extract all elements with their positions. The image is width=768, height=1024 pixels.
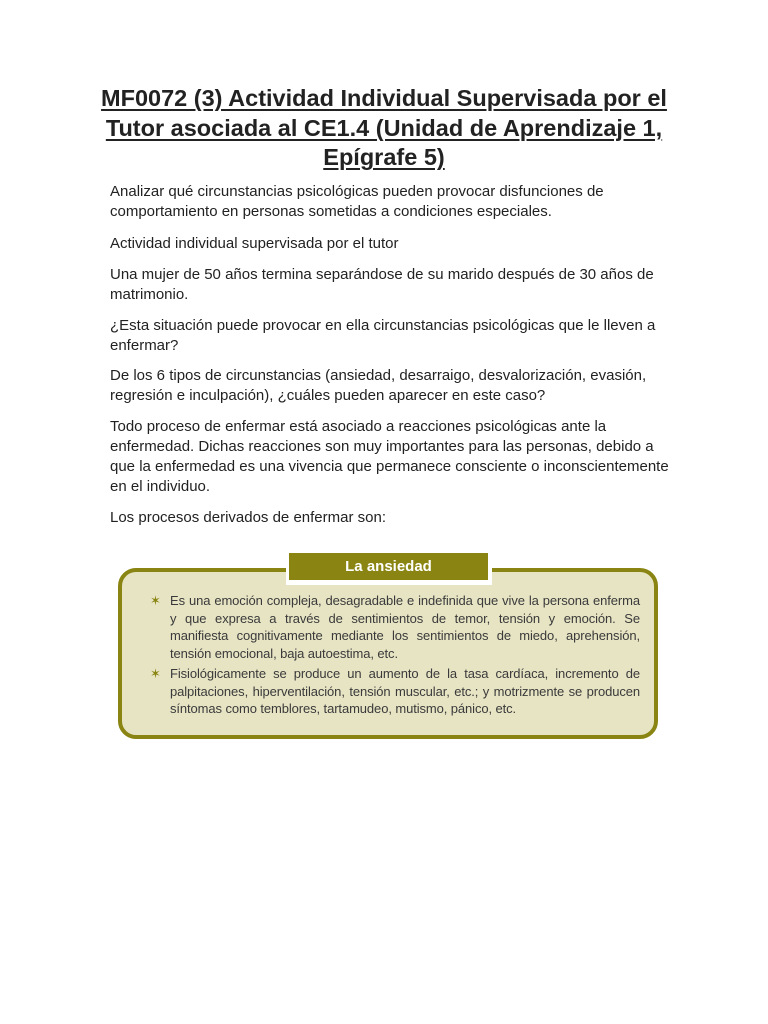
paragraph-question-2: De los 6 tipos de circunstancias (ansiedad, desarraigo, desvalorización, evasión, regresión e inculpación), ¿cuáles pueden aparecer en este caso? — [110, 367, 647, 404]
paragraph-objective: Analizar qué circunstancias psicológicas pueden provocar disfunciones de comportamiento en personas sometidas a condiciones especiales. — [110, 183, 604, 220]
info-box-panel — [118, 568, 658, 739]
bullet-text: Fisiológicamente se produce un aumento de la tasa cardíaca, incremento de palpitaciones, hiperventilación, tensión muscular, etc.; y motrizmente se producen síntomas como temblores, tartamudeo, mutismo, pánico, etc. — [170, 666, 640, 716]
paragraph-explanation: Todo proceso de enfermar está asociado a reacciones psicológicas ante la enfermedad. Dichas reacciones son muy importantes para las personas, debido a que la enfermedad es una vivencia que permanece consciente o inconscientemente en el individuo. — [110, 418, 669, 495]
anxiety-info-box — [116, 551, 656, 738]
paragraph-processes-intro: Los procesos derivados de enfermar son: — [110, 509, 386, 526]
paragraph-question-1: ¿Esta situación puede provocar en ella circunstancias psicológicas que le lleven a enfermar? — [110, 317, 656, 354]
paragraph-case: Una mujer de 50 años termina separándose de su marido después de 30 años de matrimonio. — [110, 266, 654, 303]
star-bullet-icon: ✶ — [150, 593, 161, 608]
star-bullet-icon: ✶ — [150, 666, 161, 681]
bullet-text: Es una emoción compleja, desagradable e indefinida que vive la persona enferma y que expresa a través de sentimientos de temor, tensión y emoción. Se manifiesta cognitivamente mediante los sentimientos de miedo, aprehensión, tensión emocional, baja autoestima, etc. — [170, 593, 640, 661]
document-title: MF0072 (3) Actividad Individual Supervisada por el Tutor asociada al CE1.4 (Unidad de Aprendizaje 1, Epígrafe 5) — [101, 85, 667, 170]
paragraph-activity-label: Actividad individual supervisada por el tutor — [110, 235, 399, 252]
info-box-title: La ansiedad — [289, 553, 488, 580]
